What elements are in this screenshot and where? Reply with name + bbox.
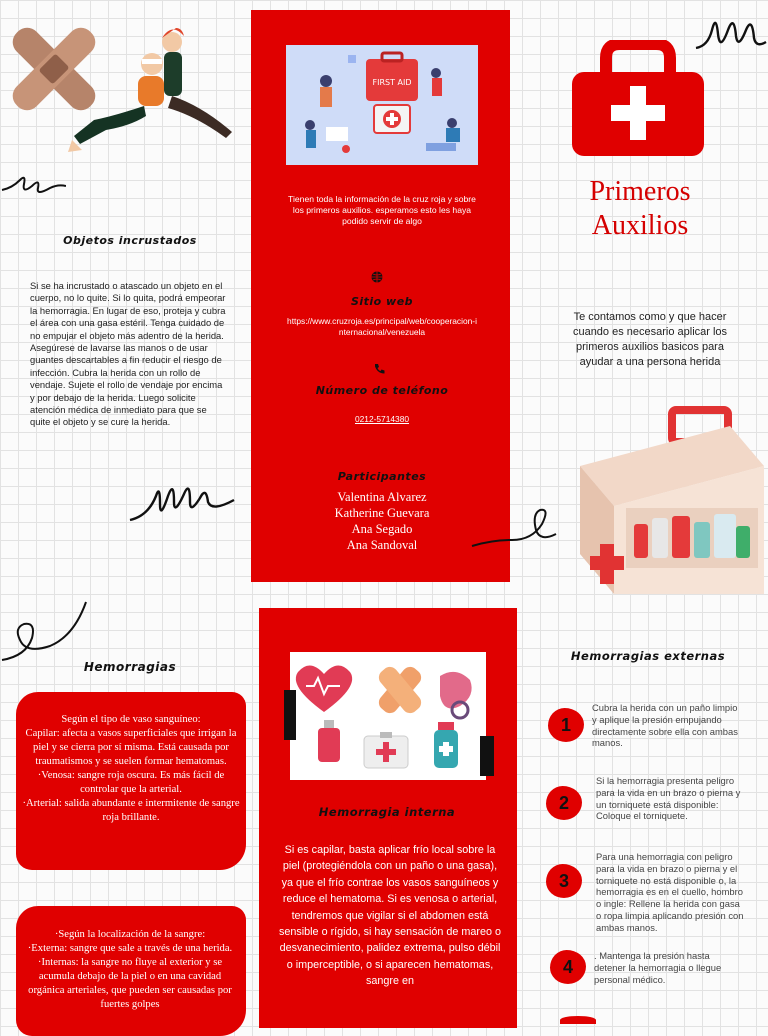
step-number: 4 bbox=[562, 957, 573, 977]
website-url[interactable]: https://www.cruzroja.es/principal/web/cooperacion-internacional/venezuela bbox=[287, 316, 477, 337]
objects-body-text: Si se ha incrustado o atascado un objeto en el cuerpo, no lo quite. Si lo quita, podrá empeorar la hemorragia. En lugar de eso, proteja y cubra el área con una gasa estéril. Tenga cuidado de no empujar el objeto más adentro de la herida. Asegúrese de lavarse las manos o de usar guantes descartables a fin reducir el riesgo de infección. Cubra la herida con un rollo de vendaje. Sujete el rollo de vendaje por encima y por debajo de la herida. Luego solicite atención médica de inmediato para que se quite el objeto y se cure la herida. bbox=[30, 280, 226, 428]
location-type-line: ·Según la localización de la sangre: bbox=[54, 929, 206, 940]
participant-name: Valentina Alvarez bbox=[337, 490, 427, 504]
step-text: Si la hemorragia presenta peligro para la vida en un brazo o pierna y un torniquete está disponible: Coloque el torniquete. bbox=[596, 775, 741, 822]
external-hemorrhage-title: Hemorragias externas bbox=[570, 649, 726, 663]
squiggle-decoration bbox=[470, 498, 560, 552]
hemorrhage-section-title: Hemorragias bbox=[83, 660, 177, 674]
internal-hemorrhage-body: Si es capilar, basta aplicar frío local sobre la piel (protegiéndola con un paño o una gasa), ya que el frío contrae los vasos sanguíneos y reduce el hematoma. Si es venosa o arterial, tendremos que vigilar si el abdomen está sensible o rígido, si hay sensación de mareo o desvanecimiento, palidez extrema, pulso débil o imperceptible, o si aparecen hematomas, sangre en bbox=[278, 844, 502, 988]
location-type-line: ·Externa: sangre que sale a través de una herida. bbox=[27, 943, 233, 954]
website-title: Sitio web bbox=[350, 295, 414, 308]
step-number: 1 bbox=[560, 715, 571, 735]
vessel-type-text bbox=[22, 713, 240, 825]
step-number-badge bbox=[560, 1016, 596, 1024]
vessel-type-line: Según el tipo de vaso sanguíneo: bbox=[61, 714, 201, 725]
step-number: 2 bbox=[558, 793, 569, 813]
step-text: Para una hemorragia con peligro para la vida en brazo o pierna y el torniquete no está disponible o, la hemorragia es en el cuello, hombro o ingle: Rellene la herida con gasa o ropa limpia aplicando presión con ambas manos. bbox=[596, 851, 744, 933]
squiggle-decoration bbox=[0, 170, 66, 194]
tagline-text: Te contamos como y que hacer cuando es necesario aplicar los primeros auxilios basicos para ayudar a una persona herida bbox=[572, 311, 728, 368]
page-title-line-1: Primeros bbox=[589, 176, 691, 207]
participant-name: Ana Sandoval bbox=[346, 538, 418, 552]
location-type-line: ·Internas: la sangre no fluye al exterior y se acumula debajo de la piel o en una cavidad orgánica arteriales, que pueden ser causadas por fuertes golpes bbox=[28, 957, 232, 1010]
phone-icon bbox=[373, 362, 385, 374]
participant-name: Ana Segado bbox=[351, 522, 413, 536]
page-title-line-2: Auxilios bbox=[591, 210, 689, 241]
participant-name: Katherine Guevara bbox=[334, 506, 430, 520]
medical-collage-image bbox=[284, 650, 494, 784]
internal-hemorrhage-title: Hemorragia interna bbox=[318, 805, 456, 819]
vessel-type-line: ·Venosa: sangre roja oscura. Es más fácil de controlar que la arterial. bbox=[37, 770, 225, 795]
first-aid-scene-image bbox=[286, 45, 478, 165]
phone-number[interactable]: 0212-5714380 bbox=[354, 414, 410, 424]
participants-title: Participantes bbox=[337, 470, 427, 483]
step-number: 3 bbox=[558, 871, 569, 891]
medical-box-illustration bbox=[560, 404, 768, 594]
phone-title: Número de teléfono bbox=[315, 384, 449, 397]
first-aid-people-illustration bbox=[60, 20, 236, 180]
location-type-text bbox=[24, 928, 236, 1024]
objects-section-title: Objetos incrustados bbox=[63, 234, 197, 247]
step-text: Cubra la herida con un paño limpio y aplique la presión empujando directamente sobre ella con ambas manos. bbox=[592, 702, 738, 749]
step-text: . Mantenga la presión hasta detener la hemorragia o llegue personal médico. bbox=[594, 950, 722, 985]
first-aid-image-label: FIRST AID bbox=[372, 78, 412, 87]
globe-icon bbox=[371, 270, 383, 282]
panel-intro-text: Tienen toda la información de la cruz roja y sobre los primeros auxilios. esperamos esto les haya podido servir de algo bbox=[288, 194, 476, 226]
vessel-type-line: Capilar: afecta a vasos superficiales que irrigan la piel y se cierra por sí misma. Está causada por traumatismos y se suelen formar hematomas. bbox=[25, 728, 237, 767]
squiggle-decoration bbox=[128, 480, 240, 528]
first-aid-kit-icon bbox=[568, 40, 708, 160]
vessel-type-line: ·Arterial: salida abundante e intermitente de sangre roja brillante. bbox=[22, 798, 240, 823]
squiggle-decoration bbox=[0, 600, 96, 666]
